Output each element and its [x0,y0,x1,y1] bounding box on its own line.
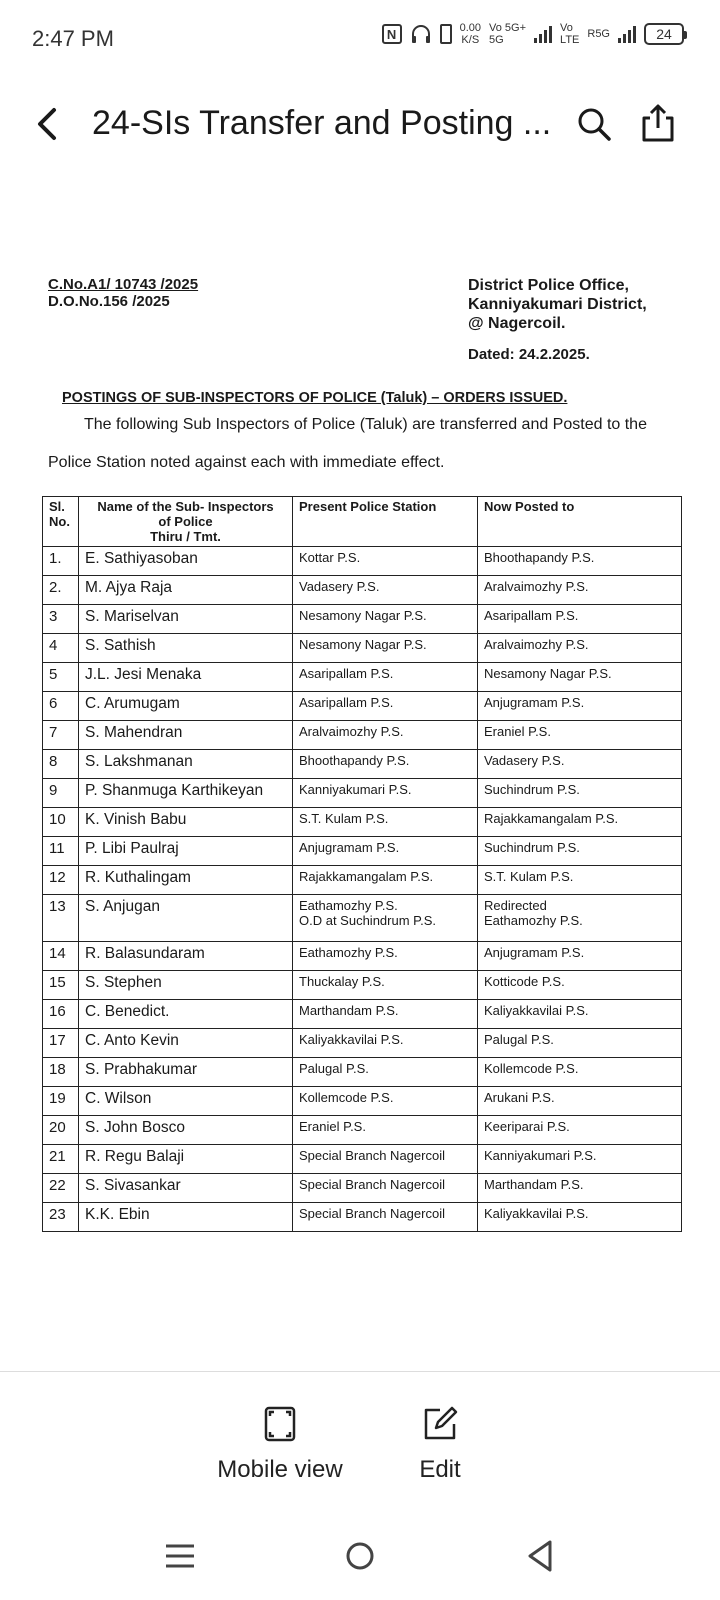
cell-present-station: Vadasery P.S. [293,576,478,605]
edit-label: Edit [419,1456,461,1483]
menu-icon[interactable] [160,1536,200,1576]
cell-name: S. Stephen [79,971,293,1000]
header-name-line-2: of Police [158,514,213,529]
cell-sl-no: 15 [43,971,79,1000]
header-sl-line-2: No. [49,514,70,529]
table-row [43,808,682,837]
ref-number: C.No.A1/ 10743 /2025 [48,276,199,293]
cell-name: S. Sivasankar [79,1174,293,1203]
cell-sl-no: 18 [43,1058,79,1087]
sim3-network: R5G [587,28,610,40]
cell-name: S. Lakshmanan [79,750,293,779]
table-row [43,779,682,808]
speed-value: 0.00 [459,22,481,34]
table-row [43,1116,682,1145]
cell-name: M. Ajya Raja [79,576,293,605]
cell-present-station: Special Branch Nagercoil [293,1203,478,1232]
cell-present-station: Eraniel P.S. [293,1116,478,1145]
cell-sl-no: 22 [43,1174,79,1203]
cell-name: C. Arumugam [79,692,293,721]
table-row [43,1203,682,1232]
cell-present-station: Thuckalay P.S. [293,971,478,1000]
table-row [43,1174,682,1203]
cell-sl-no: 6 [43,692,79,721]
table-row [43,1000,682,1029]
cell-posted-to: Vadasery P.S. [478,750,682,779]
cell-present-station: Kaliyakkavilai P.S. [293,1029,478,1058]
sim2-top: Vo [560,22,573,34]
cell-sl-no: 13 [43,895,79,942]
mobile-view-button[interactable] [200,1406,360,1484]
cell-posted-to: S.T. Kulam P.S. [478,866,682,895]
cell-present-station: Special Branch Nagercoil [293,1174,478,1203]
office-address [468,276,647,333]
dated: Dated: 24.2.2025. [468,346,590,363]
cell-posted-to: Kollemcode P.S. [478,1058,682,1087]
cell-sl-no: 9 [43,779,79,808]
cell-name: S. Prabhakumar [79,1058,293,1087]
office-line-3: @ Nagercoil. [468,315,566,332]
cell-sl-no: 19 [43,1087,79,1116]
edit-icon [422,1406,458,1442]
mobile-view-label: Mobile view [217,1456,343,1483]
status-time: 2:47 PM [32,26,114,51]
document-title: 24-SIs Transfer and Posting ... [92,104,552,142]
nfc-icon: N [382,24,402,44]
cell-posted-to: Aralvaimozhy P.S. [478,634,682,663]
table-row [43,1087,682,1116]
cell-posted-to: Bhoothapandy P.S. [478,547,682,576]
sim2-network [560,22,579,46]
header-name [79,497,293,547]
cell-name: C. Wilson [79,1087,293,1116]
header-name-line-3: Thiru / Tmt. [150,529,221,544]
status-icons [382,22,684,46]
headset-icon [410,23,432,45]
cell-sl-no: 23 [43,1203,79,1232]
cell-sl-no: 3 [43,605,79,634]
cell-present-station-line-2: O.D at Suchindrum P.S. [299,913,437,928]
table-row [43,605,682,634]
office-line-1: District Police Office, [468,277,629,294]
cell-name: R. Regu Balaji [79,1145,293,1174]
cell-posted-to: Marthandam P.S. [478,1174,682,1203]
table-row [43,895,682,942]
table-header-row [43,497,682,547]
speed-unit: K/S [461,34,480,46]
cell-sl-no: 5 [43,663,79,692]
header-sl-line-1: Sl. [49,499,65,514]
table-row [43,547,682,576]
battery-icon: 24 [644,23,684,45]
vibrate-icon [440,24,452,44]
app-header [0,90,720,162]
document-page[interactable] [0,170,720,1340]
back-arrow-icon[interactable] [30,104,66,144]
cell-sl-no: 21 [43,1145,79,1174]
cell-present-station [293,895,478,942]
table-body [43,547,682,1232]
cell-name: R. Kuthalingam [79,866,293,895]
cell-sl-no: 16 [43,1000,79,1029]
cell-sl-no: 11 [43,837,79,866]
header-present-station: Present Police Station [293,497,478,547]
cell-present-station: Eathamozhy P.S. [293,942,478,971]
cell-posted-to-line-2: Eathamozhy P.S. [484,913,583,928]
cell-posted-to: Keeriparai P.S. [478,1116,682,1145]
cell-present-station: Special Branch Nagercoil [293,1145,478,1174]
navigation-bar [0,1512,720,1600]
table-row [43,721,682,750]
home-icon[interactable] [340,1536,380,1576]
cell-name: S. Anjugan [79,895,293,942]
cell-present-station: Kanniyakumari P.S. [293,779,478,808]
paragraph-line-2: Police Station noted against each with immediate effect. [48,454,445,471]
cell-present-station: Marthandam P.S. [293,1000,478,1029]
network-speed [460,22,481,46]
cell-name: K.K. Ebin [79,1203,293,1232]
subject-line: POSTINGS OF SUB-INSPECTORS OF POLICE (Taluk) – ORDERS ISSUED. [62,390,568,406]
cell-posted-to: Suchindrum P.S. [478,837,682,866]
table-row [43,663,682,692]
cell-sl-no: 14 [43,942,79,971]
cell-present-station: Anjugramam P.S. [293,837,478,866]
cell-present-station: Nesamony Nagar P.S. [293,605,478,634]
cell-present-station: Palugal P.S. [293,1058,478,1087]
table-row [43,866,682,895]
edit-button[interactable] [380,1406,500,1484]
cell-present-station: Bhoothapandy P.S. [293,750,478,779]
status-bar [0,0,720,76]
table-row [43,750,682,779]
cell-present-station: Asaripallam P.S. [293,663,478,692]
cell-present-station: Aralvaimozhy P.S. [293,721,478,750]
sim1-network [489,22,526,46]
signal-bars-icon [618,25,636,43]
cell-sl-no: 2. [43,576,79,605]
cell-posted-to-line-1: Redirected [484,898,547,913]
reference-numbers [48,276,198,310]
table-row [43,971,682,1000]
cell-sl-no: 8 [43,750,79,779]
nav-back-icon[interactable] [520,1536,560,1576]
cell-present-station: Kollemcode P.S. [293,1087,478,1116]
do-number: D.O.No.156 /2025 [48,293,170,310]
cell-posted-to: Rajakkamangalam P.S. [478,808,682,837]
table-row [43,942,682,971]
cell-posted-to [478,895,682,942]
cell-present-station-line-1: Eathamozhy P.S. [299,898,398,913]
sim1-top: Vo 5G+ [489,22,527,34]
cell-sl-no: 17 [43,1029,79,1058]
cell-posted-to: Kaliyakkavilai P.S. [478,1203,682,1232]
cell-name: E. Sathiyasoban [79,547,293,576]
share-icon[interactable] [638,102,678,144]
header-posted-to: Now Posted to [478,497,682,547]
cell-name: S. Mahendran [79,721,293,750]
cell-posted-to: Aralvaimozhy P.S. [478,576,682,605]
signal-bars-icon [534,25,552,43]
cell-posted-to: Anjugramam P.S. [478,942,682,971]
cell-posted-to: Kanniyakumari P.S. [478,1145,682,1174]
cell-posted-to: Anjugramam P.S. [478,692,682,721]
postings-table [42,496,682,1232]
table-row [43,1058,682,1087]
table-row [43,1145,682,1174]
cell-name: C. Benedict. [79,1000,293,1029]
cell-posted-to: Kotticode P.S. [478,971,682,1000]
header-name-line-1: Name of the Sub- Inspectors [97,499,274,514]
cell-sl-no: 4 [43,634,79,663]
cell-present-station: Asaripallam P.S. [293,692,478,721]
cell-posted-to: Asaripallam P.S. [478,605,682,634]
cell-name: S. John Bosco [79,1116,293,1145]
cell-present-station: Rajakkamangalam P.S. [293,866,478,895]
cell-name: P. Libi Paulraj [79,837,293,866]
paragraph-line-1: The following Sub Inspectors of Police (Taluk) are transferred and Posted to the [84,416,647,433]
cell-name: K. Vinish Babu [79,808,293,837]
cell-posted-to: Palugal P.S. [478,1029,682,1058]
table-row [43,1029,682,1058]
sim2-bottom: LTE [560,34,580,46]
cell-sl-no: 20 [43,1116,79,1145]
cell-sl-no: 10 [43,808,79,837]
cell-present-station: Kottar P.S. [293,547,478,576]
cell-name: J.L. Jesi Menaka [79,663,293,692]
cell-posted-to: Eraniel P.S. [478,721,682,750]
cell-name: S. Mariselvan [79,605,293,634]
cell-sl-no: 12 [43,866,79,895]
table-row [43,692,682,721]
table-row [43,837,682,866]
sim1-bottom: 5G [489,34,504,46]
cell-posted-to: Nesamony Nagar P.S. [478,663,682,692]
cell-present-station: Nesamony Nagar P.S. [293,634,478,663]
cell-name: P. Shanmuga Karthikeyan [79,779,293,808]
cell-posted-to: Suchindrum P.S. [478,779,682,808]
cell-name: R. Balasundaram [79,942,293,971]
search-icon[interactable] [574,104,614,144]
cell-sl-no: 1. [43,547,79,576]
table-row [43,576,682,605]
bottom-actions [0,1372,720,1512]
table-row [43,634,682,663]
cell-name: S. Sathish [79,634,293,663]
header-sl-no [43,497,79,547]
office-line-2: Kanniyakumari District, [468,296,647,313]
cell-present-station: S.T. Kulam P.S. [293,808,478,837]
cell-sl-no: 7 [43,721,79,750]
cell-name: C. Anto Kevin [79,1029,293,1058]
cell-posted-to: Kaliyakkavilai P.S. [478,1000,682,1029]
cell-posted-to: Arukani P.S. [478,1087,682,1116]
mobile-view-icon [262,1406,298,1442]
